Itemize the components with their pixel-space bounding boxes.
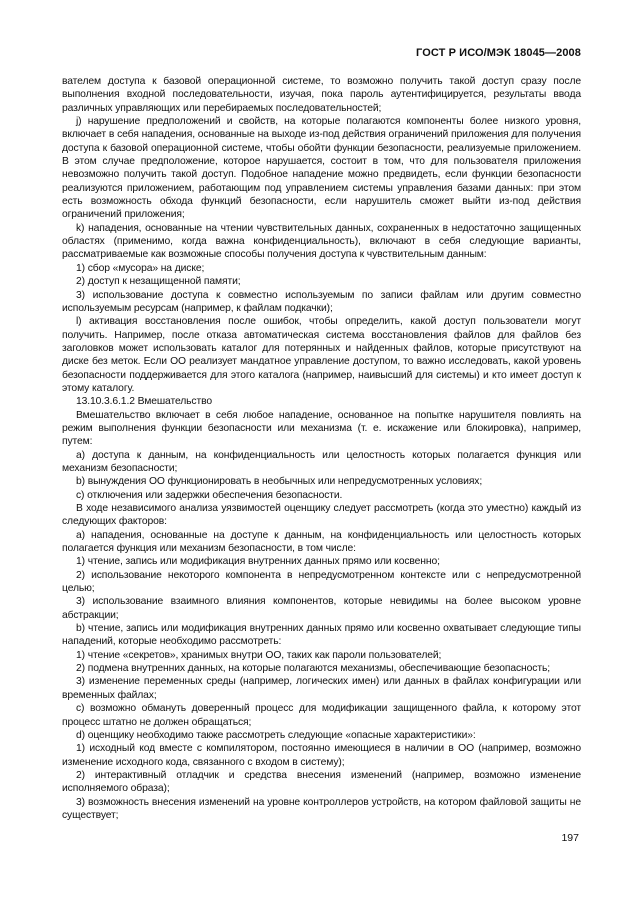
paragraph: 1) исходный код вместе с компилятором, постоянно имеющиеся в наличии в ОО (например, возможно изменение исходного кода, связанного с входом в систему); — [62, 743, 581, 768]
paragraph: 2) интерактивный отладчик и средства внесения изменений (например, возможно изменение исполняемого образа); — [62, 769, 581, 795]
paragraph: 3) использование доступа к совместно используемым по записи файлам или другим совместно используемым ресурсам (например, к файлам подкачки); — [62, 289, 581, 314]
paragraph: b) чтение, запись или модификация внутренних данных прямо или косвенно охватывает следующие типы нападений, которые необходимо рассмотреть: — [62, 623, 581, 648]
paragraph: a) нападения, основанные на доступе к данным, на конфиденциальность или целостность которых полагается функция или механизм безопасности, в том числе: — [62, 529, 581, 555]
paragraph: 3) использование взаимного влияния компонентов, которые невидимы на более высоком уровне абстракции; — [62, 596, 581, 621]
paragraph: вателем доступа к базовой операционной системе, то возможно получить такой доступ сразу после выполнения входной последовательности, изучая, пока пароль аутентифицируется, результаты ввода различных управляющих или перебираемых последовательностей; — [62, 76, 581, 114]
paragraph: 1) чтение, запись или модификация внутренних данных прямо или косвенно; — [76, 556, 440, 568]
paragraph: Вмешательство включает в себя любое нападение, основанное на попытке нарушителя повлиять на режим выполнения функции безопасности или механизма (т. е. искажение или блокировка), например, путем: — [62, 409, 581, 448]
paragraph: В ходе независимого анализа уязвимостей оценщику следует рассмотреть (когда это уместно) каждый из следующих факторов: — [62, 503, 581, 528]
paragraph: k) нападения, основанные на чтении чувствительных данных, сохраненных в недостаточно защищенных областях (применимо, когда важна конфиденциальность), включают в себя следующие варианты, рассматриваемые как возможные способы получения доступа к чувствительным данным: — [62, 222, 581, 261]
paragraph: a) доступа к данным, на конфиденциальность или целостность которых полагается функция или механизм безопасности; — [62, 449, 581, 474]
paragraph: b) вынуждения ОО функционировать в необычных или непредусмотренных условиях; — [76, 476, 483, 488]
paragraph: 1) сбор «мусора» на диске; — [76, 262, 205, 274]
paragraph: l) активация восстановления после ошибок, чтобы определить, какой доступ пользователи могут получить. Например, после отказа автоматическая система восстановления файлов для файлов без заголовков может использовать каталог для потерянных и найденных файлов, которые присутствуют на диске без меток. Если ОО реализует мандатное управление доступом, то важно исследовать, какой уровень безопасности поддерживается для этого каталога (например, наивысший для системы) и кто имеет доступ к этому каталогу. — [62, 316, 581, 394]
paragraph: 2) использование некоторого компонента в непредусмотренном контексте или с непредусмотренной целью; — [62, 569, 581, 595]
paragraph: c) возможно обмануть доверенный процесс для модификации защищенного файла, к которому этот процесс штатно не должен обращаться; — [62, 703, 581, 728]
paragraph: 2) доступ к незащищенной памяти; — [76, 276, 241, 288]
paragraph: 13.10.3.6.1.2 Вмешательство — [76, 396, 212, 408]
paragraph: 1) чтение «секретов», хранимых внутри ОО, таких как пароли пользователей; — [76, 649, 442, 661]
body-text — [62, 75, 581, 822]
standard-header: ГОСТ Р ИСО/МЭК 18045—2008 — [416, 47, 581, 59]
page-number: 197 — [561, 832, 579, 844]
paragraph: c) отключения или задержки обеспечения безопасности. — [76, 489, 343, 501]
paragraph: 2) подмена внутренних данных, на которые полагаются механизмы, обеспечивающие безопасность; — [76, 663, 550, 675]
paragraph: 3) возможность внесения изменений на уровне контроллеров устройств, на котором файловой защиты не существует; — [62, 796, 581, 821]
paragraph: 3) изменение переменных среды (например, логических имен) или данных в файлах конфигурации или временных файлах; — [62, 676, 581, 701]
paragraph: d) оценщику необходимо также рассмотреть следующие «опасные характеристики»: — [76, 729, 476, 741]
paragraph: j) нарушение предположений и свойств, на которые полагаются компоненты более низкого уровня, включает в себя нападения, основанные на выходе из-под действия ограничений приложения для получения доступа к базовой операционной системе, чтобы обойти функции безопасности, реализуемые приложением. В этом случае предположение, которое нарушается, состоит в том, что для пользователя приложения невозможно получить такой доступ. Подобное нападение можно предвидеть, если функции безопасности реализуются приложением, работающим под управлением системы управления базами данных: при этом есть возможность обхода функций безопасности, если нарушитель сможет выйти из-под действия ограничений приложения; — [62, 116, 581, 221]
